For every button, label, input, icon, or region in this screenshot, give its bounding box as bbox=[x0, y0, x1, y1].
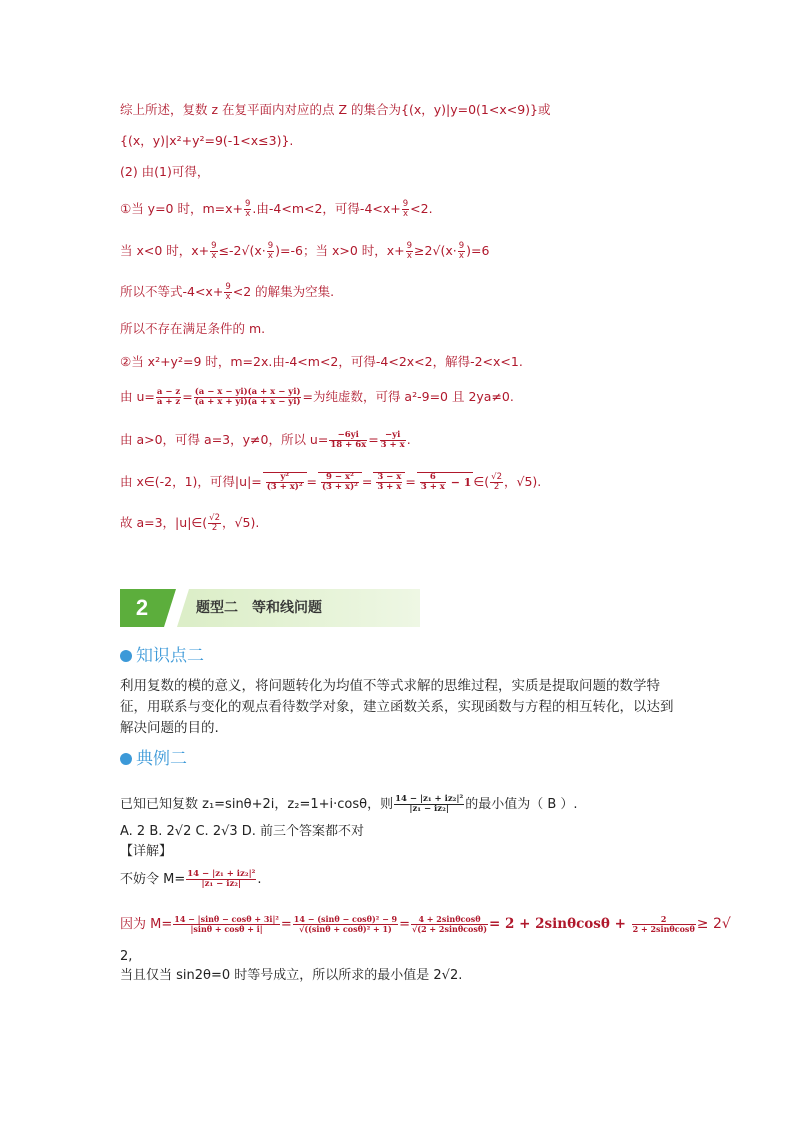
text-span: = bbox=[368, 432, 379, 447]
numerator: 9 bbox=[402, 199, 409, 209]
sqrt-expression bbox=[373, 472, 405, 492]
text-span: ， bbox=[503, 474, 517, 489]
denominator: (a + x + yi)(a + x − yi) bbox=[194, 397, 301, 407]
denominator: |z₁ − iz₂| bbox=[201, 879, 242, 889]
fraction bbox=[490, 473, 503, 492]
denominator: 2 bbox=[493, 482, 500, 492]
numerator: 14 − |z₁ + iz₂|² bbox=[187, 869, 256, 879]
banner-decoration bbox=[177, 589, 189, 627]
section-title: 题型二 等和线问题 bbox=[196, 600, 322, 616]
fraction bbox=[321, 473, 359, 492]
text-span: = bbox=[405, 474, 416, 489]
denominator: x bbox=[245, 209, 251, 219]
numerator: −6yi bbox=[329, 431, 367, 441]
denominator: x bbox=[267, 251, 273, 261]
numerator: 9 − x² bbox=[321, 473, 359, 483]
denominator: 2 + 2sinθcosθ bbox=[632, 924, 695, 934]
fraction bbox=[186, 870, 256, 889]
text-span: )=-6；当 x>0 时，x+ bbox=[275, 243, 405, 258]
text-span: . bbox=[406, 432, 411, 447]
text-span: 故 a=3，|u|∈( bbox=[120, 515, 208, 530]
bullet-dot-icon bbox=[120, 753, 132, 765]
denominator: x bbox=[211, 251, 217, 261]
numerator: 9 bbox=[225, 282, 231, 292]
text-span: = bbox=[361, 474, 373, 489]
text-span: . bbox=[257, 872, 262, 887]
fraction bbox=[224, 283, 231, 302]
fraction bbox=[632, 915, 696, 934]
text-line bbox=[120, 870, 262, 889]
text-span: 由 x∈(-2，1)，可得|u|= bbox=[120, 474, 262, 489]
numerator: √2 bbox=[209, 513, 220, 523]
numerator: y² bbox=[266, 473, 304, 483]
numerator: √2 bbox=[491, 472, 502, 482]
section-banner bbox=[120, 589, 420, 627]
denominator: 3 + x bbox=[420, 482, 445, 492]
text-span: <2 的解集为空集. bbox=[232, 284, 335, 299]
sqrt-expression bbox=[318, 472, 362, 492]
denominator: |z₁ − iz₂| bbox=[409, 804, 449, 814]
denominator: x bbox=[406, 251, 412, 261]
question-line bbox=[120, 795, 578, 814]
sqrt5: √5 bbox=[516, 474, 533, 489]
fraction bbox=[208, 514, 221, 533]
denominator: √(2 + 2sinθcosθ) bbox=[412, 924, 488, 934]
text-line: ②当 x²+y²=9 时，m=2x.由-4<m<2，可得-4<2x<2，解得-2<x<1. bbox=[120, 354, 523, 369]
text-span: = bbox=[182, 389, 193, 404]
text-span: 由 u= bbox=[120, 389, 155, 404]
text-span: ). bbox=[250, 515, 260, 530]
text-span: ≤-2√(x· bbox=[218, 243, 266, 258]
denominator: 3 + x bbox=[377, 482, 402, 492]
numerator: 9 bbox=[406, 241, 413, 251]
denominator: √((sinθ + cosθ)² + 1) bbox=[299, 924, 392, 934]
text-line bbox=[120, 242, 489, 261]
numerator: 9 bbox=[211, 241, 217, 251]
sqrt-expression bbox=[263, 472, 307, 492]
conclusion-line: 当且仅当 sin2θ=0 时等号成立，所以所求的最小值是 2√2. bbox=[120, 968, 463, 983]
text-span: ①当 y=0 时，m=x+ bbox=[120, 201, 243, 216]
text-line: 因为 M= $\frac{\text{14 − |sinθ − cosθ + 3i|²}}{|\sin\theta + \cos\theta + i|}$ = $\frac{\text{14 − (sinθ − cosθ)² − 9}}{\text{√((sinθ + cosθ)² + 1)}}$ = $\frac{4 + 2\sin\theta\cos\theta}{√(2 + 2\sin\theta\cos\theta)}$ = 2 + 2sinθcosθ + $\frac{2}{2 + 2\sin\theta\cos\theta}$ ≥ 2√ bbox=[120, 914, 731, 934]
fraction bbox=[194, 388, 302, 407]
numerator: 2 bbox=[632, 915, 696, 925]
text-span: )=6 bbox=[466, 243, 490, 258]
numerator: 6 bbox=[420, 473, 446, 483]
expression-tail: − 1 bbox=[446, 476, 472, 489]
bullet-dot-icon bbox=[120, 650, 132, 662]
heading-text: 典例二 bbox=[136, 749, 187, 769]
text-span: 的最小值为（ B ）. bbox=[465, 797, 578, 812]
numerator: 9 bbox=[267, 241, 274, 251]
text-line bbox=[120, 283, 334, 302]
text-span: 所以不等式-4<x+ bbox=[120, 284, 224, 299]
denominator: x bbox=[458, 251, 464, 261]
numerator: a − z bbox=[156, 387, 181, 397]
fraction bbox=[402, 200, 409, 219]
text-span: ). bbox=[532, 474, 542, 489]
text-line: 2, bbox=[120, 949, 133, 964]
sqrt-expression bbox=[417, 472, 474, 492]
fraction bbox=[156, 388, 181, 407]
fraction bbox=[267, 242, 274, 261]
fraction bbox=[380, 431, 406, 450]
denominator: 18 + 6x bbox=[330, 440, 367, 450]
denominator: (3 + x)² bbox=[322, 482, 358, 492]
text-span: ， bbox=[222, 515, 235, 530]
heading-text: 知识点二 bbox=[136, 646, 204, 666]
text-span: ≥2√(x· bbox=[414, 243, 457, 258]
text-span: 当 x<0 时，x+ bbox=[120, 243, 210, 258]
denominator: |sinθ + cosθ + i| bbox=[190, 924, 263, 934]
fraction bbox=[293, 915, 398, 934]
numerator: 9 bbox=[245, 199, 251, 209]
text-line bbox=[120, 472, 541, 492]
text-span: 已知已知复数 z₁=sinθ+2i，z₂=1+i·cosθ，则 bbox=[120, 797, 394, 812]
text-span: <2. bbox=[410, 201, 433, 216]
fraction bbox=[266, 473, 304, 492]
fraction bbox=[458, 242, 465, 261]
text-span: ∈( bbox=[473, 474, 490, 489]
fraction bbox=[244, 200, 251, 219]
knowledge-paragraph: 利用复数的模的意义，将问题转化为均值不等式求解的思维过程，实质是提取问题的数学特征，用联系与变化的观点看待数学对象，建立函数关系，实现函数与方程的相互转化，以达到解决问题的目的. bbox=[120, 678, 674, 736]
numerator: 14 − |z₁ + iz₂|² bbox=[395, 794, 464, 804]
numerator: 4 + 2sinθcosθ bbox=[411, 915, 488, 925]
fraction bbox=[210, 242, 217, 261]
text-line: (2) 由(1)可得， bbox=[120, 164, 210, 179]
text-line bbox=[120, 200, 433, 219]
numerator: 3 − x bbox=[377, 472, 402, 482]
denominator: x bbox=[225, 292, 231, 302]
text-line bbox=[120, 388, 514, 407]
sqrt5: √5 bbox=[234, 515, 251, 530]
denominator: 3 + x bbox=[380, 440, 405, 450]
numerator: 14 − (sinθ − cosθ)² − 9 bbox=[293, 914, 398, 924]
text-span: .由-4<m<2，可得-4<x+ bbox=[252, 201, 401, 216]
knowledge-heading bbox=[120, 645, 204, 667]
numerator: 14 − |sinθ − cosθ + 3i|² bbox=[174, 914, 279, 924]
fraction bbox=[420, 473, 446, 492]
fraction bbox=[406, 242, 413, 261]
fraction bbox=[394, 795, 464, 814]
text-span: 由 a>0，可得 a=3，y≠0，所以 u= bbox=[120, 432, 329, 447]
text-line bbox=[120, 431, 411, 450]
fraction bbox=[173, 915, 280, 934]
text-span: = bbox=[306, 474, 318, 489]
example-heading bbox=[120, 748, 187, 770]
text-span: = 2 + 2sinθcosθ + bbox=[489, 916, 631, 932]
text-line: 所以不存在满足条件的 m. bbox=[120, 321, 266, 336]
fraction bbox=[329, 431, 367, 450]
detail-label: 【详解】 bbox=[120, 844, 173, 859]
section-number: 2 bbox=[120, 589, 164, 627]
denominator: 2 bbox=[211, 523, 218, 533]
numerator: (a − x − yi)(a + x − yi) bbox=[194, 387, 301, 397]
numerator: 9 bbox=[458, 241, 465, 251]
answer-options: A. 2 B. 2√2 C. 2√3 D. 前三个答案都不对 bbox=[120, 824, 365, 839]
text-span: 因为 M= bbox=[120, 917, 173, 932]
text-line: {(x，y)|x²+y²=9(-1<x≤3)}. bbox=[120, 133, 294, 148]
text-span: =为纯虚数，可得 a²-9=0 且 2ya≠0. bbox=[302, 389, 514, 404]
denominator: a + z bbox=[156, 397, 181, 407]
text-line bbox=[120, 514, 259, 533]
denominator: x bbox=[402, 209, 408, 219]
text-line: 综上所述，复数 z 在复平面内对应的点 Z 的集合为{(x，y)|y=0(1<x<9)}或 bbox=[120, 102, 551, 117]
fraction bbox=[411, 915, 488, 934]
denominator: (3 + x)² bbox=[266, 482, 303, 492]
fraction bbox=[376, 473, 402, 492]
numerator: −yi bbox=[380, 431, 406, 441]
text-span: 不妨令 M= bbox=[120, 872, 186, 887]
banner-decoration bbox=[164, 589, 176, 627]
text-span: ≥ 2√ bbox=[696, 916, 731, 932]
